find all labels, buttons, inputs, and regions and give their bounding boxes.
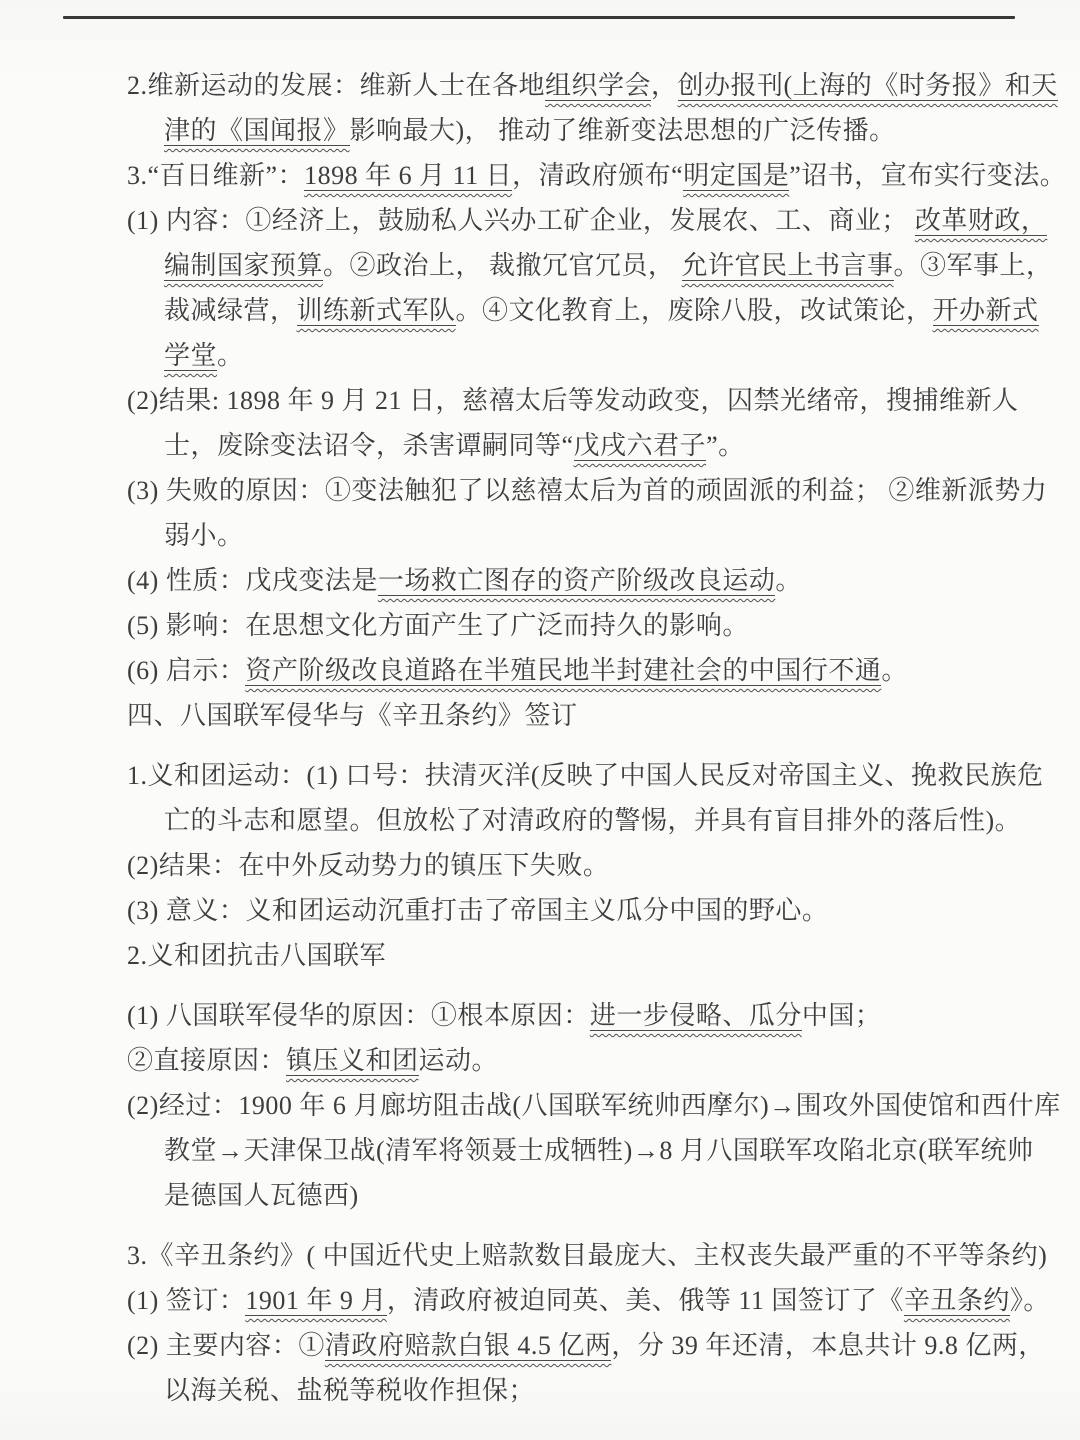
underlined-text: 组织学会	[545, 71, 652, 100]
underlined-text: 辛丑条约	[903, 1286, 1010, 1315]
text-run: (1) 内容：①经济上，鼓励私人兴办工矿企业，发展农、工、商业；	[127, 206, 915, 235]
text-run: 以海关税、盐税等税收作担保；	[164, 1376, 536, 1405]
text-run: 。	[775, 566, 802, 595]
text-run: ”诏书，宣布实行变法。	[789, 161, 1067, 190]
text-line	[127, 693, 1040, 738]
text-run: 弱小。	[164, 521, 244, 550]
text-line	[127, 888, 1040, 933]
underlined-text: 津的《国闻报》	[164, 116, 350, 145]
text-run: (5) 影响：在思想文化方面产生了广泛而持久的影响。	[127, 611, 749, 640]
text-line	[164, 798, 1040, 843]
text-run: (1) 签订：	[127, 1286, 246, 1315]
text-line	[164, 243, 1053, 288]
text-run: 亡的斗志和愿望。但放松了对清政府的警惕，并具有盲目排外的落后性)。	[164, 806, 1022, 835]
text-run: 1.义和团运动：(1) 口号：扶清灭洋(反映了中国人民反对帝国主义、挽救民族危	[127, 761, 1044, 790]
text-run: 2.维新运动的发展：维新人士在各地	[127, 71, 546, 100]
text-run: 3.《辛丑条约》( 中国近代史上赔款数目最庞大、主权丧失最严重的不平等条约)	[127, 1241, 1048, 1270]
text-line	[127, 648, 1040, 693]
underlined-text: 戊戌六君子	[573, 431, 707, 460]
underlined-text: 进一步侵略、瓜分	[589, 1001, 802, 1030]
text-line	[164, 423, 1040, 468]
text-run: 影响最大)， 推动了维新变法思想的广泛传播。	[349, 116, 896, 145]
text-line	[127, 63, 1058, 108]
text-line	[127, 1233, 1048, 1278]
underlined-text: 允许官民上书言事	[681, 251, 894, 280]
text-line	[127, 558, 1040, 603]
top-rule	[63, 16, 1015, 19]
text-run: 。	[881, 656, 908, 685]
text-run: (1) 八国联军侵华的原因：①根本原因：	[127, 1001, 590, 1030]
text-line	[127, 993, 1040, 1038]
underlined-text: 清政府赔款白银 4.5 亿两	[324, 1331, 612, 1360]
text-line	[127, 1278, 1050, 1323]
text-line	[164, 108, 1040, 153]
text-run: ，清政府颁布“	[512, 161, 684, 190]
text-run: 四、八国联军侵华与《辛丑条约》签订	[127, 701, 578, 730]
text-line	[164, 1368, 1040, 1413]
text-run: ②直接原因：	[127, 1046, 287, 1075]
text-run: 。③军事上，	[893, 251, 1053, 280]
text-run: 运动。	[418, 1046, 499, 1075]
text-run: (2)结果: 1898 年 9 月 21 日，慈禧太后等发动政变，囚禁光绪帝，搜捕维新人	[127, 386, 1019, 415]
underlined-text: 改革财政，	[914, 206, 1048, 235]
text-run: 2.义和团抗击八国联军	[127, 941, 387, 970]
underlined-text: 学堂	[164, 341, 218, 370]
text-run: 。	[217, 341, 244, 370]
text-run: 。④文化教育上，废除八股，改试策论，	[455, 296, 933, 325]
underlined-text: 资产阶级改良道路在半殖民地半封建社会的中国行不通	[245, 656, 882, 685]
underlined-text: 一场救亡图存的资产阶级改良运动	[377, 566, 776, 595]
text-line	[164, 1173, 1040, 1218]
text-line	[127, 378, 1040, 423]
text-run: ，分 39 年还清，本息共计 9.8 亿两，	[611, 1331, 1045, 1360]
underlined-text: 明定国是	[683, 161, 790, 190]
text-run: (6) 启示：	[127, 656, 246, 685]
underlined-text: 1898 年 6 月 11 日	[304, 161, 513, 190]
text-line	[127, 843, 1040, 888]
text-line	[127, 1323, 1045, 1368]
text-run: (2)结果：在中外反动势力的镇压下失败。	[127, 851, 610, 880]
text-line	[164, 513, 1040, 558]
text-line	[127, 198, 1048, 243]
underlined-text: 镇压义和团	[286, 1046, 419, 1075]
text-line	[127, 153, 1067, 198]
text-line	[164, 333, 1040, 378]
text-line	[127, 1083, 1061, 1128]
text-run: (2)经过：1900 年 6 月廊坊阻击战(八国联军统帅西摩尔)→围攻外国使馆和西什库	[127, 1091, 1061, 1120]
underlined-text: 创办报刊(上海的《时务报》和天	[677, 71, 1058, 100]
underlined-text: 1901 年 9 月	[245, 1286, 387, 1315]
text-run: ，清政府被迫同英、美、俄等 11 国签订了《	[386, 1286, 904, 1315]
text-run: 中国；	[801, 1001, 882, 1030]
text-run: 3.“百日维新”：	[127, 161, 305, 190]
text-run: 是德国人瓦德西)	[164, 1181, 359, 1210]
document-body	[0, 63, 1080, 1413]
text-line	[127, 603, 1040, 648]
text-line	[127, 933, 1040, 978]
text-run: (2) 主要内容：①	[127, 1331, 325, 1360]
text-line	[164, 1128, 1040, 1173]
text-line	[127, 1038, 1040, 1083]
text-run: ，	[651, 71, 678, 100]
text-run: 士，废除变法诏令，杀害谭嗣同等“	[164, 431, 574, 460]
text-run: 裁减绿营，	[164, 296, 297, 325]
underlined-text: 编制国家预算	[164, 251, 324, 280]
text-line	[127, 468, 1048, 513]
text-run: (3) 失败的原因：①变法触犯了以慈禧太后为首的顽固派的利益； ②维新派势力	[127, 476, 1048, 505]
text-run: (3) 意义：义和团运动沉重打击了帝国主义瓜分中国的野心。	[127, 896, 829, 925]
text-run: 》。	[1009, 1286, 1050, 1315]
text-run: 教堂→天津保卫战(清军将领聂士成牺牲)→8 月八国联军攻陷北京(联军统帅	[164, 1136, 1034, 1165]
text-line	[127, 753, 1044, 798]
underlined-text: 开办新式	[932, 296, 1039, 325]
underlined-text: 训练新式军队	[296, 296, 456, 325]
text-run: (4) 性质：戊戌变法是	[127, 566, 378, 595]
text-run: 。②政治上， 裁撤冗官冗员，	[323, 251, 682, 280]
text-run: ”。	[706, 431, 745, 460]
text-line	[164, 288, 1040, 333]
